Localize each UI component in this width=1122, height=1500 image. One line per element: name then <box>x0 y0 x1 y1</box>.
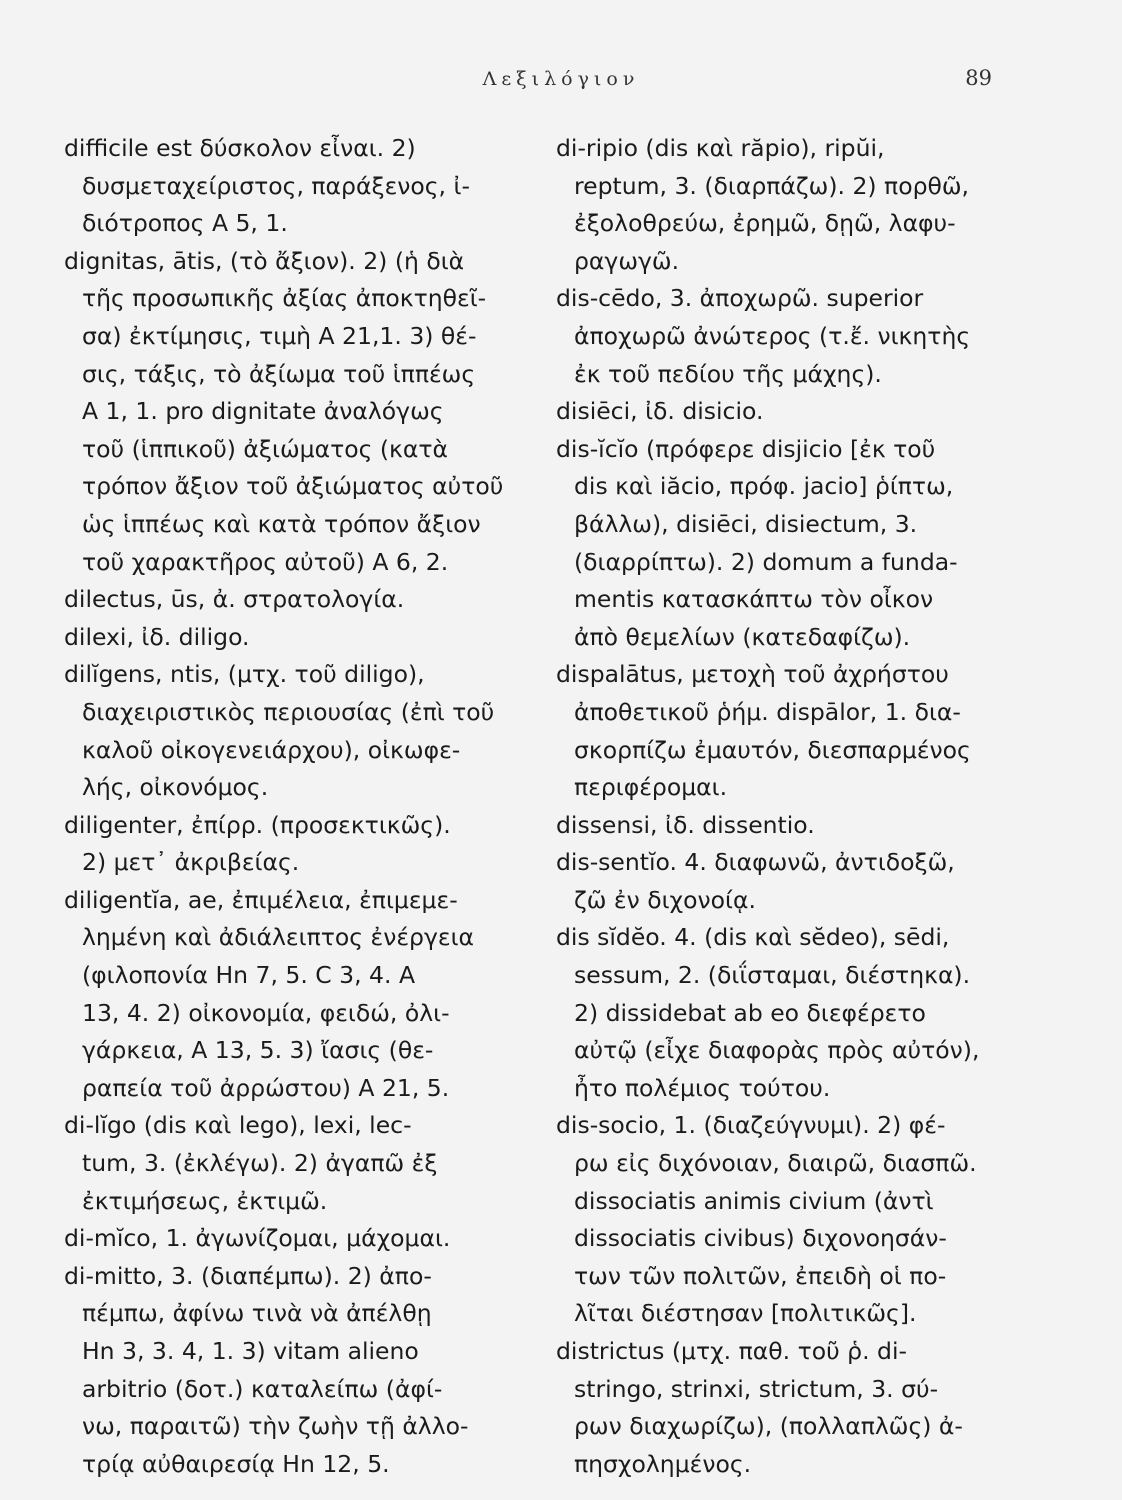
dictionary-entry <box>64 581 534 619</box>
entry-line: 2) dissidebat ab eo διεφέρετο <box>574 998 926 1027</box>
dictionary-entry <box>64 807 534 882</box>
dictionary-entry <box>556 844 991 919</box>
entry-line: ραπεία τοῦ ἀρρώστου) Α 21, 5. <box>82 1073 450 1102</box>
entry-line: ἦτο πολέμιος τούτου. <box>574 1073 831 1102</box>
entry-line: ραγωγῶ. <box>574 246 680 275</box>
dictionary-entry <box>64 243 534 581</box>
entry-line: sessum, 2. (διΐσταμαι, διέστηκα). <box>574 961 971 990</box>
entry-line: 13, 4. 2) οἰκονομία, φειδώ, ὀλι- <box>82 998 450 1027</box>
entry-line: Hn 3, 3. 4, 1. 3) vitam alieno <box>82 1337 419 1365</box>
entry-line: dis καὶ iăcio, πρόφ. jacio] ῥίπτω, <box>574 472 954 501</box>
entry-line: diligentĭa, ae, ἐπιμέλεια, ἐπιμεμε- <box>64 885 458 914</box>
dictionary-entry <box>64 882 534 1108</box>
entry-line: reptum, 3. (διαρπάζω). 2) πορθῶ, <box>574 171 970 200</box>
entry-line: disiēci, ἰδ. disicio. <box>556 397 764 426</box>
entry-line: districtus (μτχ. παθ. τοῦ ῥ. di- <box>556 1337 907 1365</box>
dictionary-entry <box>556 807 991 845</box>
entry-line: πέμπω, ἀφίνω τινὰ νὰ ἀπέλθῃ <box>82 1299 432 1328</box>
entry-line: τρίᾳ αὐθαιρεσίᾳ Hn 12, 5. <box>82 1449 390 1478</box>
entry-line: περιφέρομαι. <box>574 773 728 802</box>
entry-line: ἐκτιμήσεως, ἐκτιμῶ. <box>82 1186 328 1215</box>
entry-line: σις, τάξις, τὸ ἀξίωμα τοῦ ἱππέως <box>82 359 476 388</box>
entry-line: ὡς ἱππέως καὶ κατὰ τρόπον ἄξιον <box>82 509 481 538</box>
entry-line: πησχολημένος. <box>574 1449 752 1478</box>
entry-line: ἀποχωρῶ ἀνώτερος (τ.ἔ. νικητὴς <box>574 321 971 350</box>
entry-line: λής, οἰκονόμος. <box>82 773 269 802</box>
entry-line: di-ripio (dis καὶ răpio), ripŭi, <box>556 134 885 162</box>
entry-line: τῆς προσωπικῆς ἀξίας ἀποκτηθεῖ- <box>82 284 487 313</box>
entry-line: σκορπίζω ἐμαυτόν, διεσπαρμένος <box>574 735 971 764</box>
running-title: Λεξιλόγιον <box>482 68 640 90</box>
entry-line: mentis κατασκάπτω τὸν οἶκον <box>574 585 934 614</box>
entry-line: ζῶ ἐν διχονοίᾳ. <box>574 885 756 914</box>
entry-line: dis sĭdĕo. 4. (dis καὶ sĕdeo), sēdi, <box>556 923 950 952</box>
dictionary-entry <box>556 393 991 431</box>
dictionary-entry <box>556 1107 991 1333</box>
entry-line: diligenter, ἐπίρρ. (προσεκτικῶς). <box>64 810 451 839</box>
entry-line: dissociatis civibus) διχονοησάν- <box>574 1224 947 1253</box>
entry-line: arbitrio (δοτ.) καταλείπω (ἀφί- <box>82 1374 443 1403</box>
entry-line: ἀποθετικοῦ ῥήμ. dispālor, 1. δια- <box>574 697 961 726</box>
dictionary-entry <box>64 1107 534 1220</box>
entry-line: di-lĭgo (dis καὶ lego), lexi, lec- <box>64 1111 412 1140</box>
dictionary-entry <box>64 656 534 806</box>
entry-line: ἐξολοθρεύω, ἐρημῶ, δῃῶ, λαφυ- <box>574 209 956 238</box>
entry-line: ρω εἰς διχόνοιαν, διαιρῶ, διασπῶ. <box>574 1149 977 1178</box>
page-number: 89 <box>965 66 992 90</box>
entry-line: stringo, strinxi, strictum, 3. σύ- <box>574 1374 939 1403</box>
entry-line: γάρκεια, Α 13, 5. 3) ἴασις (θε- <box>82 1036 434 1065</box>
dictionary-entry <box>64 130 534 243</box>
entry-line: λημένη καὶ ἀδιάλειπτος ἐνέργεια <box>82 923 475 952</box>
entry-line: ἐκ τοῦ πεδίου τῆς μάχης). <box>574 359 882 388</box>
entry-line: νω, παραιτῶ) τὴν ζωὴν τῇ ἀλλο- <box>82 1412 469 1441</box>
entry-line: dispalātus, μετοχὴ τοῦ ἀχρήστου <box>556 660 949 689</box>
entry-line: 2) μετ᾽ ἀκριβείας. <box>82 848 300 877</box>
entry-line: τοῦ (ἱππικοῦ) ἀξιώματος (κατὰ <box>82 434 449 463</box>
entry-line: dis-socio, 1. (διαζεύγνυμι). 2) φέ- <box>556 1111 946 1140</box>
dictionary-entry <box>556 431 991 657</box>
entry-line: dilĭgens, ntis, (μτχ. τοῦ diligo), <box>64 660 425 689</box>
entry-line: (φιλοπονία Hn 7, 5. C 3, 4. A <box>82 961 416 990</box>
entry-line: difficile est δύσκολον εἶναι. 2) <box>64 134 416 162</box>
dictionary-entry <box>64 1258 534 1484</box>
entry-line: di-mĭco, 1. ἀγωνίζομαι, μάχομαι. <box>64 1224 451 1253</box>
entry-line: τοῦ χαρακτῆρος αὐτοῦ) Α 6, 2. <box>82 547 449 576</box>
dictionary-entry <box>556 280 991 393</box>
dictionary-entry <box>556 919 991 1107</box>
entry-line: dilexi, ἰδ. diligo. <box>64 622 250 651</box>
entry-line: των τῶν πολιτῶν, ἐπειδὴ οἱ πο- <box>574 1261 947 1290</box>
entry-line: καλοῦ οἰκογενειάρχου), οἰκωφε- <box>82 735 461 764</box>
entry-line: Α 1, 1. pro dignitate ἀναλόγως <box>82 397 444 426</box>
entry-line: dilectus, ūs, ἀ. στρατολογία. <box>64 585 405 614</box>
entry-line: dis-cēdo, 3. ἀποχωρῶ. superior <box>556 284 924 313</box>
dictionary-entry <box>556 656 991 806</box>
dictionary-entry <box>556 1333 991 1483</box>
entry-line: διότροπος Α 5, 1. <box>82 209 288 238</box>
entry-line: di-mitto, 3. (διαπέμπω). 2) ἀπο- <box>64 1261 432 1290</box>
entry-line: διαχειριστικὸς περιουσίας (ἐπὶ τοῦ <box>82 697 495 726</box>
entry-line: dis-sentĭo. 4. διαφωνῶ, ἀντιδοξῶ, <box>556 848 955 877</box>
entry-line: dignitas, ātis, (τὸ ἄξιον). 2) (ἡ διὰ <box>64 246 465 275</box>
entry-line: λῖται διέστησαν [πολιτικῶς]. <box>574 1299 917 1328</box>
entry-line: σα) ἐκτίμησις, τιμὴ Α 21,1. 3) θέ- <box>82 321 477 350</box>
entry-line: βάλλω), disiēci, disiectum, 3. <box>574 509 918 538</box>
entry-line: dissociatis animis civium (ἀντὶ <box>574 1186 934 1215</box>
entry-line: dis-ĭcĭo (πρόφερε disjicio [ἐκ τοῦ <box>556 434 936 463</box>
entry-line: tum, 3. (ἐκλέγω). 2) ἀγαπῶ ἐξ <box>82 1149 438 1178</box>
dictionary-entry <box>64 619 534 657</box>
entry-line: αὐτῷ (εἶχε διαφορὰς πρὸς αὐτόν), <box>574 1036 980 1065</box>
entry-line: τρόπον ἄξιον τοῦ ἀξιώματος αὐτοῦ <box>82 472 504 501</box>
entry-line: (διαρρίπτω). 2) domum a funda- <box>574 547 958 576</box>
entry-line: ἀπὸ θεμελίων (κατεδαφίζω). <box>574 622 911 651</box>
entry-line: ρων διαχωρίζω), (πολλαπλῶς) ἀ- <box>574 1412 963 1441</box>
entry-line: δυσμεταχείριστος, παράξενος, ἰ- <box>82 171 470 200</box>
page-header <box>0 64 1122 104</box>
dictionary-entry <box>64 1220 534 1258</box>
entry-line: dissensi, ἰδ. dissentio. <box>556 810 815 839</box>
left-column <box>64 130 534 1483</box>
dictionary-entry <box>556 130 991 280</box>
right-column <box>556 130 991 1483</box>
